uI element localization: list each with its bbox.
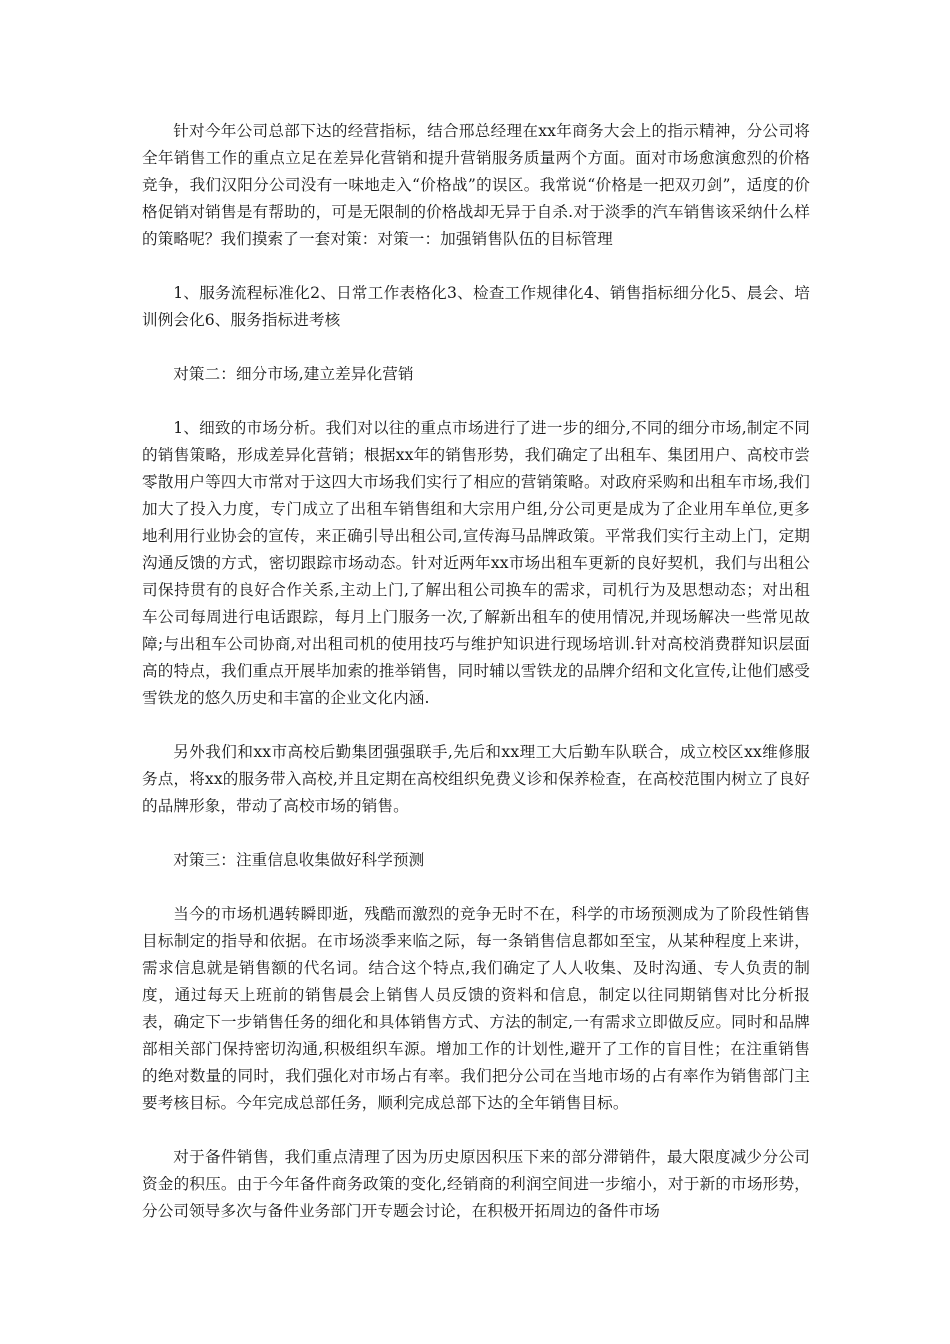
paragraph-strategy-one-list: 1、服务流程标准化2、日常工作表格化3、检查工作规律化4、销售指标细分化5、晨会、培训例会化6、服务指标进考核 (142, 284, 810, 329)
paragraph-university-partnership: 另外我们和xx市高校后勤集团强强联手,先后和xx理工大后勤车队联合，成立校区xx维修服务点，将xx的服务带入高校,并且定期在高校组织免费义诊和保养检查，在高校范围内树立了良好的品牌形象，带动了高校市场的销售。 (142, 743, 810, 815)
paragraph-parts-sales: 对于备件销售，我们重点清理了因为历史原因积压下来的部分滞销件，最大限度减少分公司资金的积压。由于今年备件商务政策的变化,经销商的利润空间进一步缩小，对于新的市场形势，分公司领导多次与备件业务部门开专题会讨论，在积极开拓周边的备件市场 (142, 1148, 810, 1220)
paragraph-market-analysis: 1、细致的市场分析。我们对以往的重点市场进行了进一步的细分,不同的细分市场,制定不同的销售策略，形成差异化营销；根据xx年的销售形势，我们确定了出租车、集团用户、高校市尝零散用户等四大市常对于这四大市场我们实行了相应的营销策略。对政府采购和出租车市场,我们加大了投入力度，专门成立了出租车销售组和大宗用户组,分公司更是成为了企业用车单位,更多地利用行业协会的宣传，来正确引导出租公司,宣传海马品牌政策。平常我们实行主动上门，定期沟通反馈的方式，密切跟踪市场动态。针对近两年xx市场出租车更新的良好契机，我们与出租公司保持贯有的良好合作关系,主动上门,了解出租公司换车的需求，司机行为及思想动态；对出租车公司每周进行电话跟踪，每月上门服务一次,了解新出租车的使用情况,并现场解决一些常见故障;与出租车公司协商,对出租司机的使用技巧与维护知识进行现场培训.针对高校消费群知识层面高的特点，我们重点开展毕加索的推举销售，同时辅以雪铁龙的品牌介绍和文化宣传,让他们感受雪铁龙的悠久历史和丰富的企业文化内涵. (142, 419, 810, 707)
document-body (142, 118, 810, 1225)
paragraph-market-forecast: 当今的市场机遇转瞬即逝，残酷而激烈的竞争无时不在，科学的市场预测成为了阶段性销售目标制定的指导和依据。在市场淡季来临之际，每一条销售信息都如至宝，从某种程度上来讲，需求信息就是销售额的代名词。结合这个特点,我们确定了人人收集、及时沟通、专人负责的制度，通过每天上班前的销售晨会上销售人员反馈的资料和信息，制定以往同期销售对比分析报表，确定下一步销售任务的细化和具体销售方式、方法的制定,一有需求立即做反应。同时和品牌部相关部门保持密切沟通,积极组织车源。增加工作的计划性,避开了工作的盲目性；在注重销售的绝对数量的同时，我们强化对市场占有率。我们把分公司在当地市场的占有率作为销售部门主要考核目标。今年完成总部任务，顺利完成总部下达的全年销售目标。 (142, 905, 810, 1112)
paragraph-intro: 针对今年公司总部下达的经营指标，结合邢总经理在xx年商务大会上的指示精神，分公司将全年销售工作的重点立足在差异化营销和提升营销服务质量两个方面。面对市场愈演愈烈的价格竞争，我们汉阳分公司没有一味地走入“价格战”的误区。我常说“价格是一把双刃剑”，适度的价格促销对销售是有帮助的，可是无限制的价格战却无异于自杀.对于淡季的汽车销售该采纳什么样的策略呢？我们摸索了一套对策：对策一：加强销售队伍的目标管理 (142, 122, 810, 248)
heading-strategy-three: 对策三：注重信息收集做好科学预测 (173, 851, 425, 869)
heading-strategy-two: 对策二：细分市场,建立差异化营销 (173, 365, 414, 383)
